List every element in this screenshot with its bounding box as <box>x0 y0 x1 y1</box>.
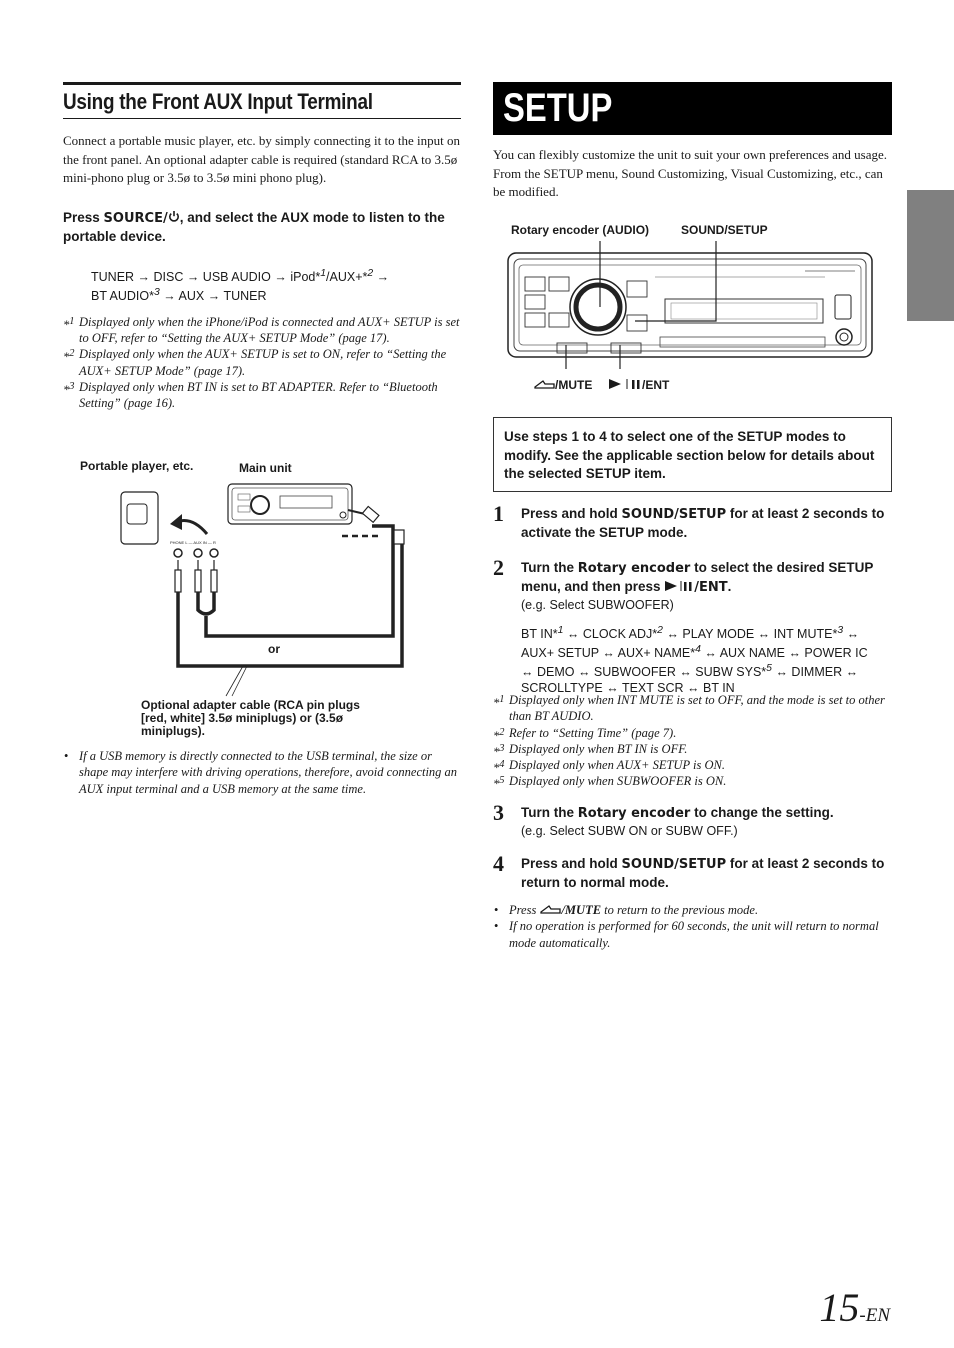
rotary-encoder-key: Rotary encoder <box>577 561 691 576</box>
footnote: *$^4$ Displayed only when AUX+ SETUP is ON. <box>493 758 725 776</box>
head-unit-diagram <box>505 237 875 377</box>
footnote: *$^1$ Displayed only when the iPhone/iPod is connected and AUX+ SETUP is set to OFF, refer to “Setting the AUX+ SETUP Mode” (page 17). <box>63 314 460 346</box>
footnote: *$^2$ Refer to “Setting Time” (page 7). <box>493 725 677 743</box>
setup-title-banner <box>493 82 892 135</box>
bullet-item: • Press /MUTE to return to the previous mode. <box>494 903 759 917</box>
footnote: *$^2$ Displayed only when the AUX+ SETUP is set to ON, refer to “Setting the AUX+ SETUP Mode” (page 17). <box>63 347 447 378</box>
play-pause-icon <box>664 580 694 592</box>
step-3: 3 Turn the Rotary encoder to change the setting. (e.g. Select SUBW ON or SUBW OFF.) <box>493 800 834 838</box>
footnote: *$^1$ Displayed only when INT MUTE is set to OFF, and the mode is set to other than BT AUDIO. <box>493 693 885 724</box>
label-portable-player: Portable player, etc. <box>80 459 194 473</box>
setup-notes <box>493 692 892 790</box>
aux-notes <box>63 314 461 412</box>
rotary-encoder-key: Rotary encoder <box>577 806 691 821</box>
step-2: 2 Turn the Rotary encoder to select the desired SETUP menu, and then press /ENT. (e.g. Select SUBWOOFER) BT IN*$^1$ ↔ CLOCK ADJ*$^2$ ↔ PLAY MODE ↔ INT MUTE*$^3$ ↔ AUX+ SETUP ↔ AUX+ NAME*$^4$ ↔ AUX NAME ↔ POWER IC ↔ DEMO ↔ SUBWOOFER ↔ SUBW SYS*$^5$ ↔ DIMMER ↔ SCROLLTYPE ↔ TEXT SCR ↔ BT IN <box>493 559 892 696</box>
aux-intro: Connect a portable music player, etc. by simply connecting it to the input on the front panel. An optional adapter cable is required (standard RCA to 3.5ø mini-phono plug or 3.5ø to 3.5ø mini phono plug). <box>63 133 460 185</box>
label-play-pause-ent: /ENT <box>608 378 669 392</box>
section-side-tab <box>907 190 954 321</box>
instruction-post: , and select the AUX mode to listen to the portable device. <box>63 209 445 244</box>
aux-section-title: Using the Front AUX Input Terminal <box>63 89 373 114</box>
aux-connection-diagram <box>110 478 420 708</box>
footnote: *$^5$ Displayed only when SUBWOOFER is ON. <box>493 774 727 792</box>
page-number: 15-EN <box>819 1285 890 1330</box>
bullet-item: • If no operation is performed for 60 seconds, the unit will return to normal mode automatically. <box>494 919 879 950</box>
label-or: or <box>268 642 280 656</box>
sound-setup-key: SOUND/SETUP <box>621 857 727 872</box>
svg-text:PHONE L — AUX IN — R: PHONE L — AUX IN — R <box>170 540 216 545</box>
sound-setup-key: SOUND/SETUP <box>621 507 727 522</box>
source-sequence: TUNER → DISC → USB AUDIO → iPod*$^1$/AUX+*$^2$ → BT AUDIO*$^3$ → AUX → TUNER <box>91 267 390 303</box>
back-arrow-icon <box>539 904 561 915</box>
instruction-pre: Press <box>63 209 104 225</box>
right-column <box>493 82 892 202</box>
footnote: *$^3$ Displayed only when BT IN is set to BT ADAPTER. Refer to “Bluetooth Setting” (page 16). <box>63 380 438 411</box>
label-mute: /MUTE <box>533 378 592 392</box>
label-sound-setup: SOUND/SETUP <box>681 223 768 237</box>
aux-instruction <box>63 209 461 246</box>
step-1: 1 Press and hold SOUND/SETUP for at least 2 seconds to activate the SETUP mode. <box>493 501 885 540</box>
source-key: SOURCE/ <box>103 210 168 226</box>
play-pause-icon <box>608 378 642 390</box>
ent-key: /ENT <box>694 580 728 595</box>
aux-section-header <box>63 82 461 119</box>
setup-intro: You can flexibly customize the unit to suit your own preferences and usage. From the SETUP menu, Sound Customizing, Visual Customizing, etc., can be modified. <box>493 147 887 199</box>
label-main-unit: Main unit <box>239 461 292 475</box>
back-arrow-icon <box>533 379 555 390</box>
step-4: 4 Press and hold SOUND/SETUP for at least 2 seconds to return to normal mode. <box>493 851 885 890</box>
label-adapter-cable: Optional adapter cable (RCA pin plugs [red, white] 3.5ø miniplugs) or (3.5ø miniplugs). <box>141 698 360 738</box>
setup-menu-sequence: BT IN*$^1$ ↔ CLOCK ADJ*$^2$ ↔ PLAY MODE ↔ INT MUTE*$^3$ ↔ AUX+ SETUP ↔ AUX+ NAME*$^4$ ↔ AUX NAME ↔ POWER IC ↔ DEMO ↔ SUBWOOFER ↔ SUBW SYS*$^5$ ↔ DIMMER ↔ SCROLLTYPE ↔ TEXT SCR ↔ BT IN <box>521 625 868 696</box>
usb-warning-bullet: • If a USB memory is directly connected to the USB terminal, the size or shape may interfere with driving operations, therefore, avoid connecting an AUX input terminal and a USB memory at the same time. <box>64 749 458 796</box>
power-icon <box>168 210 180 223</box>
left-column <box>63 82 461 412</box>
label-rotary-encoder: Rotary encoder (AUDIO) <box>511 223 650 237</box>
setup-instructions-box: Use steps 1 to 4 to select one of the SETUP modes to modify. See the applicable section below for details about the selected SETUP item. <box>493 417 892 492</box>
setup-title: SETUP <box>503 86 613 130</box>
footnote: *$^3$ Displayed only when BT IN is OFF. <box>493 741 688 760</box>
setup-bullets <box>493 902 892 951</box>
